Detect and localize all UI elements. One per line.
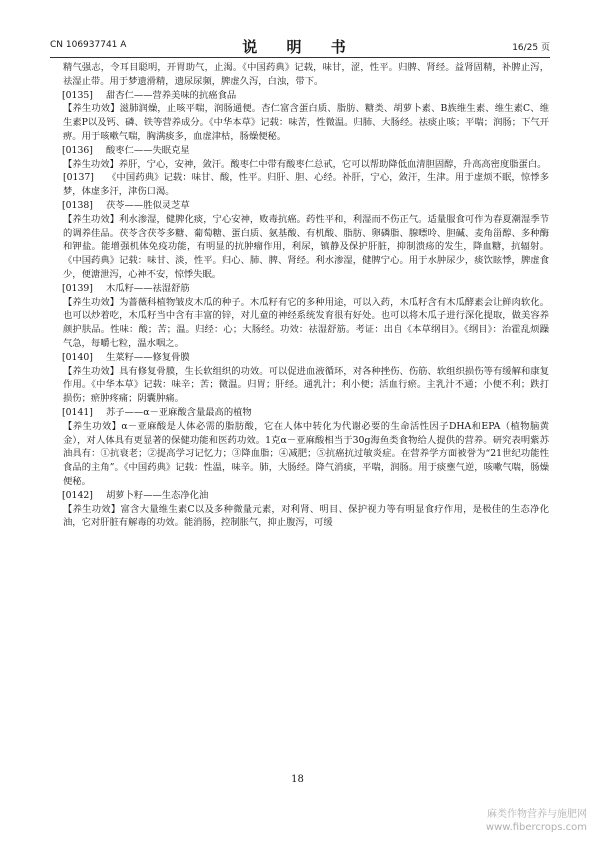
paragraph-number: [0142] — [62, 489, 93, 501]
sections-container — [63, 89, 549, 531]
paragraph-number: [0135] — [62, 89, 93, 101]
numbered-paragraph — [63, 171, 549, 199]
document-body — [63, 61, 549, 530]
paragraph-number: [0141] — [62, 406, 93, 418]
section-heading — [63, 199, 549, 213]
watermark — [486, 808, 587, 834]
section-title: 甜杏仁——营养美味的抗癌食品 — [106, 89, 237, 101]
section-title: 苏子——α－亚麻酸含量最高的植物 — [106, 406, 252, 418]
page-header — [50, 36, 550, 56]
paragraph-number: [0140] — [62, 351, 93, 363]
continued-paragraph: 精气强志，令耳目聪明，开胃助气，止渴。《中国药典》记载，味甘，涩，性平。归脾、肾经。益肾固精，补脾止泻，祛湿止带。用于梦遗滑精，遗尿尿频，脾虚久泻，白浊，带下。 — [63, 62, 549, 87]
paragraph-number: [0137] — [63, 172, 94, 184]
watermark-site-name: 麻类作物营养与施肥网 — [487, 809, 587, 820]
section-title: 茯苓——胜似灵芝草 — [106, 199, 190, 211]
paragraph-number: [0136] — [62, 144, 93, 156]
section-heading — [63, 406, 549, 420]
section-title: 生菜籽——修复骨膜 — [106, 351, 190, 363]
section-heading — [63, 489, 549, 503]
section-body: 【养生功效】养肝，宁心，安神，敛汗。酸枣仁中带有酸枣仁总甙，它可以帮助降低血清胆固醇，升高高密度脂蛋白。 — [63, 158, 547, 170]
section-body: 【养生功效】滋肺润燥，止咳平喘，润肠通便。杏仁富含蛋白质、脂肪、糖类、胡萝卜素、B族维生素、维生素C、维生素P以及钙、磷、铁等营养成分。《中华本草》记载：味苦，性微温。归肺、大肠经。祛痰止咳；平喘；润肠；下气开痹。用于咳嗽气喘，胸满痰多，血虚津枯，肠燥便秘。 — [63, 103, 549, 142]
section-title: 胡萝卜籽——生态净化油 — [106, 489, 209, 501]
section-heading — [63, 351, 549, 365]
section-heading — [63, 89, 549, 103]
section-title: 酸枣仁——失眠克星 — [106, 144, 190, 156]
section-heading — [63, 144, 549, 158]
watermark-url: www.fibercrops.com — [485, 822, 587, 833]
page-indicator: 16/25 页 — [512, 43, 550, 53]
section-title: 木瓜籽——祛湿舒筋 — [106, 282, 190, 294]
publication-number: CN 106937741 A — [50, 40, 127, 50]
section-body: 【养生功效】利水渗湿，健脾化痰，宁心安神，败毒抗癌。药性平和，利湿而不伤正气。适量服食可作为春夏潮湿季节的调养佳品。茯苓含茯苓多糖、葡萄糖、蛋白质、氨基酸、有机酸、脂肪、卵磷脂、腺嘌呤、胆碱、麦角甾醇、多种酶和钾盐。能增强机体免疫功能，有明显的抗肿瘤作用，利尿，镇静及保护肝脏，抑制溃疡的发生，降血糖，抗辐射。《中国药典》记载：味甘、淡，性平。归心、肺、脾、肾经。利水渗湿，健脾宁心。用于水肿尿少，痰饮眩悸，脾虚食少，便溏泄泻，心神不安，惊悸失眠。 — [63, 213, 549, 280]
paragraph-number: [0139] — [62, 282, 93, 294]
section-body: 【养生功效】具有修复骨膜，生长软组织的功效。可以促进血液循环，对各种挫伤、伤筋、软组织损伤等有缓解和康复作用。《中华本草》记载：味辛；苦；微温。归胃；肝经。通乳汁；利小便；活血行瘀。主乳汁不通；小便不利；跌打损伤；瘀肿疼痛；阴囊肿痛。 — [63, 365, 549, 405]
section-body: 【养生功效】为蔷薇科植物皱皮木瓜的种子。木瓜籽有它的多种用途，可以入药，木瓜籽含有木瓜酵素会让鲜肉软化。也可以炒着吃，木瓜籽当中含有丰富的锌，对儿童的神经系统发育很有好处。也可以将木瓜子进行深化提取，做美容养颜护肤品。性味：酸；苦；温。归经：心；大肠经。功效：祛湿舒筋。考证：出自《本草纲目》。《纲目》：治霍乱烦躁气急，每嚼七粒，温水咽之。 — [63, 296, 549, 349]
paragraph-text: 《中国药典》记载：味甘、酸，性平。归肝、胆、心经。补肝，宁心，敛汗，生津。用于虚烦不眠，惊悸多梦，体虚多汗，津伤口渴。 — [63, 172, 549, 198]
document-title: 说 明 书 — [242, 38, 358, 56]
section-body: 【养生功效】α－亚麻酸是人体必需的脂肪酸，它在人体中转化为代谢必要的生命活性因子DHA和EPA（植物脑黄金），对人体具有更显著的保健功能和医药功效。1克α－亚麻酸相当于30g海鱼类食物给人提供的营养。研究表明紫苏油具有：①抗衰老；②提高学习记忆力；③降血脂；④减肥；⑤抗癌抗过敏炎症。在营养学方面被誉为“21世纪功能性食品的主角”。《中国药典》记载：性温，味辛。肺，大肠经。降气消痰，平喘，润肠。用于痰壅气逆，咳嗽气喘，肠燥便秘。 — [63, 420, 549, 487]
page-number: 18 — [291, 774, 304, 785]
section-heading — [63, 282, 549, 296]
header-rule — [50, 57, 550, 58]
paragraph-number: [0138] — [62, 199, 93, 211]
section-body: 【养生功效】富含大量维生素C以及多种微量元素，对利肾、明目、保护视力等有明显食疗作用，是极佳的生态净化油，它对肝脏有解毒的功效。能消肠，控制胀气，抑止腹泻，可缓 — [63, 503, 549, 529]
